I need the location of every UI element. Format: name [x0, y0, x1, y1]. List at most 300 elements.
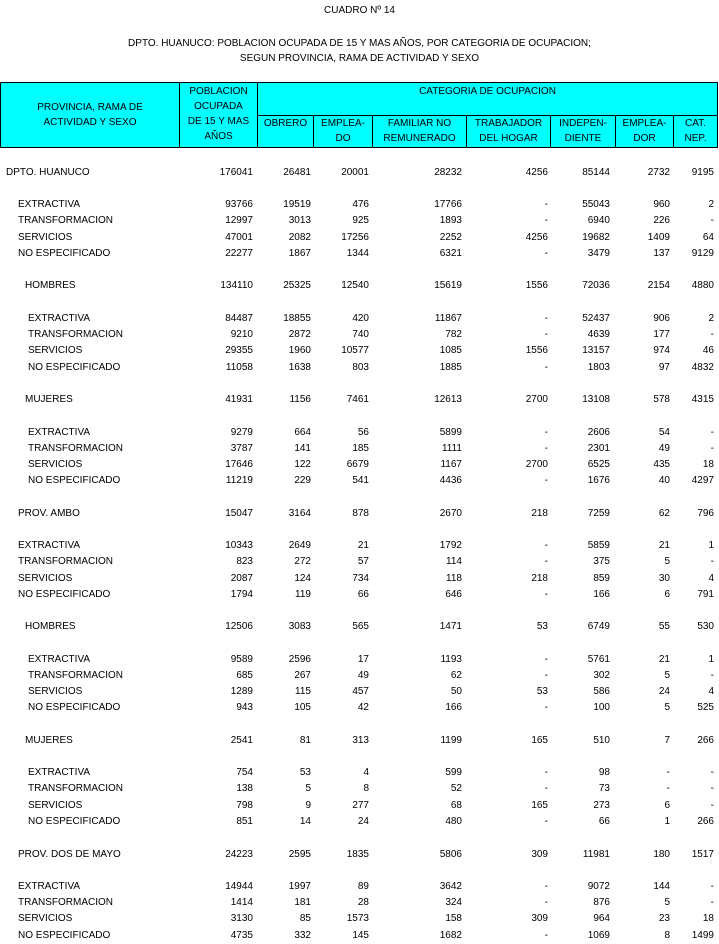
cell-poblacion: 12997 — [225, 215, 253, 226]
cell-cat-nep: 525 — [697, 702, 714, 713]
cell-independiente: 1803 — [587, 362, 610, 373]
cell-independiente: 7259 — [587, 508, 610, 519]
cell-poblacion: 176041 — [219, 167, 253, 178]
cell-poblacion: 3130 — [230, 913, 253, 924]
table-row — [0, 458, 719, 472]
row-label: EXTRACTIVA — [28, 654, 91, 665]
cell-independiente: 964 — [593, 913, 610, 924]
cell-cat-nep: 64 — [702, 232, 714, 243]
cell-familiar: 1085 — [439, 345, 462, 356]
cell-empleado: 10577 — [341, 345, 369, 356]
table-row — [0, 214, 719, 228]
cell-empleado: 185 — [352, 443, 369, 454]
cell-familiar: 2252 — [439, 232, 462, 243]
table-row — [0, 782, 719, 796]
cell-independiente: 98 — [598, 767, 610, 778]
row-label: EXTRACTIVA — [28, 427, 91, 438]
cell-empleado: 20001 — [341, 167, 369, 178]
cell-independiente: 3479 — [587, 248, 610, 259]
cell-obrero: 124 — [294, 573, 311, 584]
cell-independiente: 52437 — [582, 313, 610, 324]
cell-empleador: 180 — [653, 849, 670, 860]
row-label: PROV. DOS DE MAYO — [18, 849, 121, 860]
cell-independiente: 11981 — [582, 849, 610, 860]
cell-empleador: 1 — [664, 816, 670, 827]
row-label: NO ESPECIFICADO — [18, 930, 111, 941]
cell-obrero: 141 — [294, 443, 311, 454]
cell-cat-nep: 1499 — [691, 930, 714, 941]
cell-trabajador-hogar: - — [544, 881, 548, 892]
row-label: NO ESPECIFICADO — [28, 816, 121, 827]
cell-empleado: 17256 — [341, 232, 369, 243]
cell-obrero: 3164 — [288, 508, 311, 519]
table-row — [0, 328, 719, 342]
header-text: ACTIVIDAD Y SEXO — [43, 117, 137, 128]
row-label: TRANSFORMACION — [18, 897, 113, 908]
cell-familiar: 3642 — [439, 881, 462, 892]
cell-poblacion: 15047 — [225, 508, 253, 519]
cell-trabajador-hogar: - — [544, 930, 548, 941]
header-text: INDEPEN- — [559, 118, 607, 129]
cell-empleado: 1835 — [346, 849, 369, 860]
row-label: TRANSFORMACION — [18, 215, 113, 226]
cell-obrero: 267 — [294, 670, 311, 681]
cell-empleado: 878 — [352, 508, 369, 519]
table-row — [0, 620, 719, 634]
cell-empleado: 49 — [357, 670, 369, 681]
cell-familiar: 1471 — [439, 621, 462, 632]
cell-poblacion: 851 — [236, 816, 253, 827]
cell-empleado: 42 — [357, 702, 369, 713]
cell-familiar: 1193 — [440, 654, 462, 665]
cell-poblacion: 11058 — [225, 362, 253, 373]
row-label: MUJERES — [25, 394, 73, 405]
cell-poblacion: 47001 — [225, 232, 253, 243]
cell-familiar: 1893 — [439, 215, 462, 226]
cell-cat-nep: - — [710, 427, 714, 438]
cell-trabajador-hogar: - — [544, 313, 548, 324]
row-label: NO ESPECIFICADO — [28, 702, 121, 713]
row-label: SERVICIOS — [28, 800, 83, 811]
cell-independiente: 1676 — [587, 475, 610, 486]
cell-empleador: 6 — [664, 589, 670, 600]
cell-cat-nep: 796 — [697, 508, 714, 519]
cell-empleador: 5 — [664, 897, 670, 908]
header-trabajador-hogar — [466, 116, 551, 146]
cell-poblacion: 24223 — [225, 849, 253, 860]
table-row — [0, 685, 719, 699]
table-row — [0, 912, 719, 926]
cell-obrero: 1638 — [288, 362, 311, 373]
table-row — [0, 880, 719, 894]
cell-trabajador-hogar: 53 — [536, 621, 548, 632]
cell-empleado: 740 — [352, 329, 369, 340]
cell-empleado: 56 — [357, 427, 369, 438]
cell-poblacion: 9210 — [230, 329, 253, 340]
table-row — [0, 361, 719, 375]
cell-familiar: 1199 — [440, 735, 462, 746]
cell-empleado: 803 — [352, 362, 369, 373]
cell-obrero: 1960 — [288, 345, 311, 356]
cell-familiar: 4436 — [439, 475, 462, 486]
cell-trabajador-hogar: - — [544, 215, 548, 226]
cell-empleador: 49 — [658, 443, 670, 454]
table-row — [0, 507, 719, 521]
header-text: REMUNERADO — [383, 133, 456, 144]
table-row — [0, 815, 719, 829]
cell-empleado: 21 — [357, 540, 369, 551]
cell-empleado: 4 — [363, 767, 369, 778]
cell-empleador: 30 — [658, 573, 670, 584]
cell-empleador: - — [666, 767, 670, 778]
cell-independiente: 85144 — [582, 167, 610, 178]
cell-cat-nep: 266 — [697, 735, 714, 746]
cell-familiar: 324 — [445, 897, 462, 908]
cell-independiente: 273 — [593, 800, 610, 811]
cell-obrero: 25325 — [283, 280, 311, 291]
row-label: EXTRACTIVA — [18, 540, 81, 551]
table-subtitle: SEGUN PROVINCIA, RAMA DE ACTIVIDAD Y SEXO — [239, 53, 480, 64]
cell-cat-nep: 4 — [708, 573, 714, 584]
cell-poblacion: 29355 — [225, 345, 253, 356]
cell-poblacion: 10343 — [225, 540, 253, 551]
cell-empleado: 7461 — [346, 394, 369, 405]
cell-empleador: 177 — [653, 329, 670, 340]
cell-empleador: 137 — [653, 248, 670, 259]
cell-empleado: 476 — [352, 199, 369, 210]
table-number: CUADRO Nº 14 — [324, 5, 395, 16]
cell-empleador: 24 — [658, 686, 670, 697]
cell-obrero: 181 — [294, 897, 311, 908]
header-text: DOR — [633, 133, 656, 144]
cell-obrero: 3013 — [288, 215, 311, 226]
cell-empleado: 17 — [357, 654, 369, 665]
cell-independiente: 13157 — [582, 345, 610, 356]
cell-empleado: 1573 — [346, 913, 369, 924]
cell-trabajador-hogar: 2700 — [525, 394, 548, 405]
cell-cat-nep: 4880 — [691, 280, 714, 291]
cell-obrero: 272 — [294, 556, 311, 567]
row-label: NO ESPECIFICADO — [28, 475, 121, 486]
cell-obrero: 122 — [294, 459, 311, 470]
cell-trabajador-hogar: - — [544, 783, 548, 794]
cell-obrero: 26481 — [283, 167, 311, 178]
cell-obrero: 1867 — [288, 248, 311, 259]
header-text: DE 15 Y MAS — [187, 116, 250, 127]
cell-familiar: 17766 — [434, 199, 462, 210]
cell-empleador: 974 — [653, 345, 670, 356]
cell-empleador: 2154 — [647, 280, 670, 291]
cell-cat-nep: - — [710, 443, 714, 454]
cell-cat-nep: 530 — [697, 621, 714, 632]
cell-obrero: 1156 — [289, 394, 311, 405]
cell-poblacion: 11219 — [225, 475, 253, 486]
row-label: TRANSFORMACION — [18, 556, 113, 567]
cell-obrero: 9 — [305, 800, 311, 811]
row-label: EXTRACTIVA — [18, 881, 81, 892]
cell-independiente: 72036 — [582, 280, 610, 291]
cell-familiar: 118 — [446, 573, 462, 584]
cell-empleador: 2732 — [647, 167, 670, 178]
cell-independiente: 13108 — [582, 394, 610, 405]
table-row — [0, 555, 719, 569]
cell-independiente: 2606 — [587, 427, 610, 438]
header-text: CAT. — [685, 118, 706, 129]
header-text: OCUPADA — [194, 101, 243, 112]
cell-familiar: 158 — [445, 913, 462, 924]
cell-poblacion: 2541 — [230, 735, 253, 746]
cell-familiar: 12613 — [434, 394, 462, 405]
cell-empleador: 7 — [664, 735, 670, 746]
cell-trabajador-hogar: - — [544, 556, 548, 567]
header-text: PROVINCIA, RAMA DE — [37, 102, 143, 113]
cell-cat-nep: 9129 — [691, 248, 714, 259]
cell-independiente: 4639 — [587, 329, 610, 340]
cell-trabajador-hogar: - — [544, 816, 548, 827]
cell-poblacion: 1794 — [230, 589, 253, 600]
cell-obrero: 2872 — [288, 329, 311, 340]
cell-familiar: 1111 — [441, 443, 462, 454]
cell-empleador: 5 — [664, 702, 670, 713]
row-label: NO ESPECIFICADO — [18, 248, 111, 259]
table-row — [0, 393, 719, 407]
table-row — [0, 653, 719, 667]
cell-empleado: 24 — [357, 816, 369, 827]
cell-obrero: 2649 — [288, 540, 311, 551]
cell-familiar: 52 — [450, 783, 462, 794]
cell-cat-nep: - — [710, 767, 714, 778]
cell-trabajador-hogar: - — [544, 427, 548, 438]
cell-independiente: 375 — [593, 556, 610, 567]
cell-familiar: 6321 — [439, 248, 462, 259]
cell-empleado: 145 — [352, 930, 369, 941]
cell-trabajador-hogar: - — [544, 248, 548, 259]
cell-trabajador-hogar: 309 — [531, 913, 548, 924]
cell-empleador: 21 — [658, 540, 670, 551]
row-label: NO ESPECIFICADO — [28, 362, 121, 373]
row-label: HOMBRES — [25, 280, 76, 291]
cell-familiar: 599 — [445, 767, 462, 778]
cell-familiar: 782 — [445, 329, 462, 340]
cell-poblacion: 943 — [236, 702, 253, 713]
cell-obrero: 115 — [295, 686, 311, 697]
cell-empleador: 435 — [653, 459, 670, 470]
cell-obrero: 105 — [294, 702, 311, 713]
cell-independiente: 55043 — [582, 199, 610, 210]
row-label: DPTO. HUANUCO — [6, 167, 90, 178]
cell-independiente: 586 — [593, 686, 610, 697]
cell-obrero: 2595 — [288, 849, 311, 860]
cell-familiar: 68 — [450, 800, 462, 811]
cell-empleado: 1344 — [346, 248, 369, 259]
header-empleador — [615, 116, 674, 146]
cell-cat-nep: 2 — [708, 199, 714, 210]
cell-trabajador-hogar: - — [544, 540, 548, 551]
cell-cat-nep: - — [710, 670, 714, 681]
cell-poblacion: 4735 — [230, 930, 253, 941]
cell-familiar: 1682 — [439, 930, 462, 941]
cell-empleado: 541 — [352, 475, 369, 486]
table-row — [0, 572, 719, 586]
cell-empleado: 420 — [352, 313, 369, 324]
cell-empleador: 6 — [664, 800, 670, 811]
row-label: TRANSFORMACION — [28, 443, 123, 454]
cell-cat-nep: - — [710, 215, 714, 226]
cell-trabajador-hogar: 218 — [531, 508, 548, 519]
cell-familiar: 1885 — [439, 362, 462, 373]
table-row — [0, 426, 719, 440]
cell-obrero: 5 — [305, 783, 311, 794]
cell-poblacion: 1414 — [230, 897, 253, 908]
cell-trabajador-hogar: 53 — [536, 686, 548, 697]
cell-empleado: 734 — [352, 573, 369, 584]
cell-trabajador-hogar: 1556 — [525, 280, 548, 291]
header-text: EMPLEA- — [321, 118, 365, 129]
table-row — [0, 588, 719, 602]
row-label: NO ESPECIFICADO — [18, 589, 111, 600]
table-title: DPTO. HUANUCO: POBLACION OCUPADA DE 15 Y MAS AÑOS, POR CATEGORIA DE OCUPACION; — [128, 38, 591, 49]
cell-obrero: 85 — [299, 913, 311, 924]
table-row — [0, 539, 719, 553]
cell-empleador: 62 — [658, 508, 670, 519]
cell-cat-nep: 791 — [697, 589, 714, 600]
table-row — [0, 474, 719, 488]
cell-empleado: 66 — [357, 589, 369, 600]
row-label: HOMBRES — [25, 621, 76, 632]
cell-familiar: 5899 — [439, 427, 462, 438]
cell-obrero: 332 — [294, 930, 311, 941]
cell-independiente: 66 — [598, 816, 610, 827]
header-text: TRABAJADOR — [474, 118, 543, 129]
cell-poblacion: 9589 — [230, 654, 253, 665]
cell-familiar: 1792 — [439, 540, 462, 551]
cell-independiente: 2301 — [587, 443, 610, 454]
cell-empleador: - — [666, 783, 670, 794]
cell-trabajador-hogar: - — [544, 362, 548, 373]
cell-cat-nep: 9195 — [691, 167, 714, 178]
cell-independiente: 1069 — [587, 930, 610, 941]
cell-poblacion: 685 — [236, 670, 253, 681]
cell-cat-nep: 4 — [708, 686, 714, 697]
header-empleado — [313, 116, 373, 146]
cell-cat-nep: - — [710, 329, 714, 340]
header-text: OBRERO — [263, 118, 308, 129]
cell-poblacion: 84487 — [225, 313, 253, 324]
cell-obrero: 1997 — [288, 881, 311, 892]
row-label: MUJERES — [25, 735, 73, 746]
row-label: EXTRACTIVA — [28, 313, 91, 324]
cell-trabajador-hogar: 2700 — [525, 459, 548, 470]
cell-poblacion: 14944 — [225, 881, 253, 892]
cell-poblacion: 823 — [236, 556, 253, 567]
cell-familiar: 1167 — [440, 459, 462, 470]
cell-empleado: 6679 — [346, 459, 369, 470]
cell-independiente: 5761 — [587, 654, 610, 665]
cell-trabajador-hogar: - — [544, 475, 548, 486]
header-text: POBLACION — [189, 86, 248, 97]
cell-empleador: 144 — [653, 881, 670, 892]
cell-independiente: 876 — [593, 897, 610, 908]
cell-independiente: 6940 — [587, 215, 610, 226]
cell-familiar: 5806 — [439, 849, 462, 860]
table-row — [0, 848, 719, 862]
row-label: PROV. AMBO — [18, 508, 80, 519]
cell-trabajador-hogar: - — [544, 654, 548, 665]
cell-poblacion: 12506 — [225, 621, 253, 632]
table-row — [0, 734, 719, 748]
cell-trabajador-hogar: 309 — [531, 849, 548, 860]
cell-empleador: 5 — [664, 556, 670, 567]
row-label: SERVICIOS — [18, 573, 73, 584]
cell-independiente: 510 — [593, 735, 610, 746]
cell-empleador: 55 — [658, 621, 670, 632]
row-label: SERVICIOS — [28, 686, 83, 697]
cell-independiente: 19682 — [582, 232, 610, 243]
cell-empleador: 1409 — [647, 232, 670, 243]
cell-trabajador-hogar: - — [544, 767, 548, 778]
cell-independiente: 859 — [593, 573, 610, 584]
cell-obrero: 3083 — [288, 621, 311, 632]
cell-cat-nep: 1517 — [691, 849, 714, 860]
cell-cat-nep: 4832 — [691, 362, 714, 373]
cell-poblacion: 9279 — [230, 427, 253, 438]
row-label: TRANSFORMACION — [28, 329, 123, 340]
cell-obrero: 81 — [299, 735, 311, 746]
cell-empleador: 97 — [658, 362, 670, 373]
cell-trabajador-hogar: 4256 — [525, 232, 548, 243]
header-familiar — [372, 116, 467, 146]
cell-cat-nep: 4297 — [691, 475, 714, 486]
cell-poblacion: 41931 — [225, 394, 253, 405]
cell-cat-nep: 266 — [697, 816, 714, 827]
cell-trabajador-hogar: 1556 — [525, 345, 548, 356]
row-label: SERVICIOS — [28, 459, 83, 470]
cell-obrero: 2082 — [288, 232, 311, 243]
cell-cat-nep: 1 — [708, 654, 714, 665]
cell-empleado: 277 — [352, 800, 369, 811]
cell-empleado: 925 — [352, 215, 369, 226]
table-row — [0, 669, 719, 683]
header-text: FAMILIAR NO — [387, 118, 452, 129]
cell-obrero: 119 — [295, 589, 311, 600]
cell-cat-nep: - — [710, 800, 714, 811]
cell-empleado: 12540 — [341, 280, 369, 291]
table-row — [0, 198, 719, 212]
cell-trabajador-hogar: - — [544, 329, 548, 340]
cell-familiar: 2670 — [439, 508, 462, 519]
header-independiente — [550, 116, 616, 146]
cell-cat-nep: 4315 — [691, 394, 714, 405]
header-text: DEL HOGAR — [479, 133, 538, 144]
cell-empleado: 28 — [357, 897, 369, 908]
cell-empleado: 57 — [357, 556, 369, 567]
header-text: DIENTE — [564, 133, 602, 144]
cell-obrero: 664 — [294, 427, 311, 438]
cell-poblacion: 2087 — [230, 573, 253, 584]
row-label: EXTRACTIVA — [18, 199, 81, 210]
cell-empleador: 5 — [664, 670, 670, 681]
cell-cat-nep: - — [710, 881, 714, 892]
cell-poblacion: 22277 — [225, 248, 253, 259]
cell-cat-nep: 18 — [702, 459, 714, 470]
cell-cat-nep: - — [710, 897, 714, 908]
cell-empleador: 906 — [653, 313, 670, 324]
cell-cat-nep: 2 — [708, 313, 714, 324]
cell-cat-nep: 46 — [702, 345, 714, 356]
cell-poblacion: 754 — [236, 767, 253, 778]
row-label: SERVICIOS — [18, 232, 73, 243]
cell-poblacion: 3787 — [230, 443, 253, 454]
